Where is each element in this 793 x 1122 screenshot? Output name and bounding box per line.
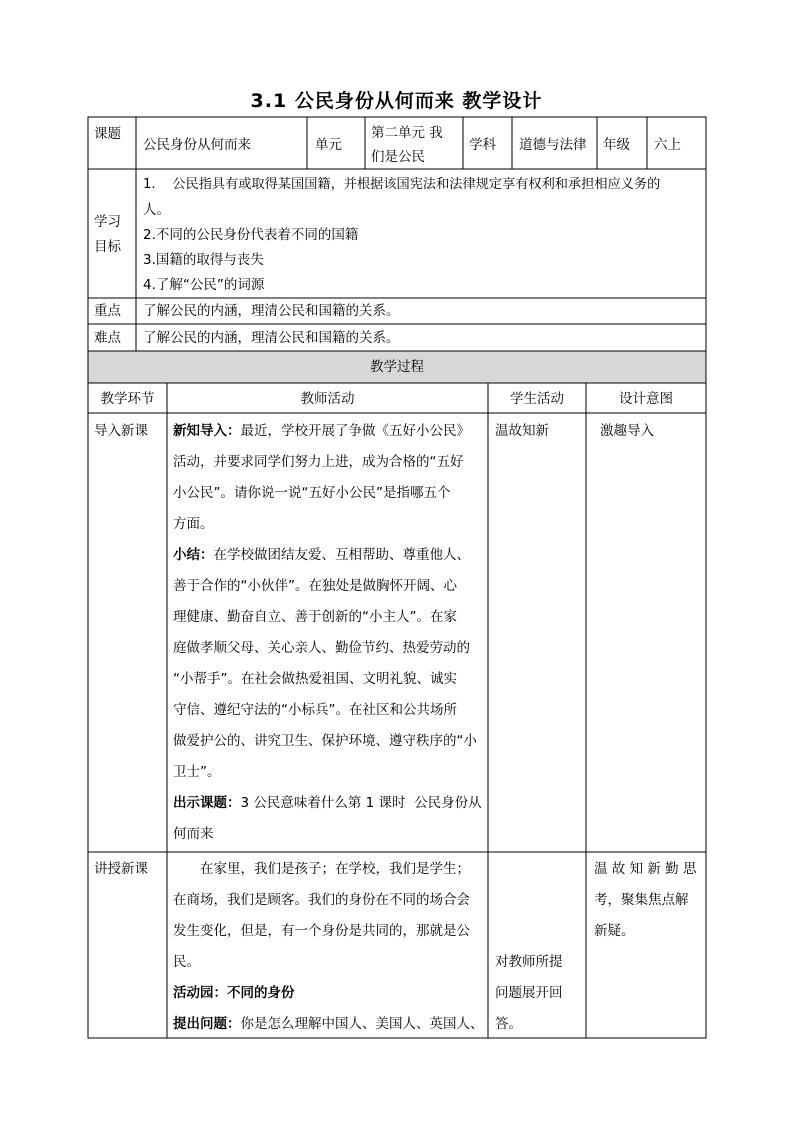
teacher-line-text: 在学校做团结友爱、互相帮助、尊重他人、 bbox=[213, 547, 470, 563]
teacher-line-text: 庭做孝顺父母、关心亲人、勤俭节约、热爱劳动的 bbox=[173, 640, 470, 656]
teacher-line bbox=[173, 819, 214, 850]
objective-1a: 1. 公民指具有或取得某国国籍，并根据该国宪法和法律规定享有权利和承担相应义务的 bbox=[143, 177, 661, 192]
teacher-line bbox=[173, 633, 470, 664]
intent-line: 温 故 知 新 勤 思 bbox=[594, 861, 697, 877]
objective-4: 4.了解“公民”的词源 bbox=[143, 277, 265, 293]
unit-value-line1: 第二单元 我 bbox=[371, 125, 443, 141]
teacher-line bbox=[173, 509, 214, 540]
teacher-line-text: 善于合作的“小伙伴”。在独处是做胸怀开阔、心 bbox=[173, 578, 457, 594]
key-point-label: 重点 bbox=[94, 303, 121, 319]
teacher-line-text: 活动，并要求同学们努力上进，成为合格的“五好 bbox=[173, 454, 464, 470]
student-line: 温故知新 bbox=[495, 423, 549, 439]
process-title: 教学过程 bbox=[370, 359, 424, 375]
unit-label: 单元 bbox=[315, 137, 342, 153]
teacher-line-text: 理健康、勤奋自立、善于创新的“小主人”。在家 bbox=[173, 609, 457, 625]
student-line: 对教师所提 bbox=[495, 954, 563, 970]
teacher-line-text: 小公民”。请你说一说“五好小公民”是指哪五个 bbox=[173, 485, 451, 501]
grade-label: 年级 bbox=[603, 137, 630, 153]
teacher-line-text: 3 公民意味着什么第 1 课时 公民身份从 bbox=[240, 795, 482, 811]
student-line: 答。 bbox=[495, 1016, 522, 1032]
teacher-line-bold: 活动园：不同的身份 bbox=[173, 985, 295, 1001]
key-point-text: 了解公民的内涵，理清公民和国籍的关系。 bbox=[143, 303, 400, 319]
teacher-line-text: 方面。 bbox=[173, 516, 214, 532]
teacher-line-text: 最近，学校开展了争做《五好小公民》 bbox=[240, 423, 470, 439]
teacher-line-text: 守信、遵纪守法的“小标兵”。在社区和公共场所 bbox=[173, 702, 457, 718]
col-header-teacher: 教师活动 bbox=[300, 391, 355, 407]
stage-intro: 导入新课 bbox=[94, 423, 148, 439]
objectives-label-line2: 目标 bbox=[94, 239, 121, 255]
teacher-line bbox=[173, 540, 470, 571]
document-title: 3.1 公民身份从何而来 教学设计 bbox=[250, 90, 543, 112]
teacher-line-bold: 新知导入： bbox=[173, 423, 241, 439]
student-line: 问题展开回 bbox=[495, 985, 563, 1001]
teacher-line bbox=[173, 854, 470, 885]
objective-3: 3.国籍的取得与丧失 bbox=[143, 252, 264, 268]
teacher-line-text: 民。 bbox=[173, 954, 200, 970]
teacher-line bbox=[173, 664, 457, 695]
unit-value-line2: 们是公民 bbox=[371, 149, 425, 165]
difficult-point-label: 难点 bbox=[94, 330, 121, 346]
intent-line: 新疑。 bbox=[594, 923, 635, 939]
objective-1b: 人。 bbox=[143, 202, 170, 218]
col-header-stage: 教学环节 bbox=[100, 391, 155, 407]
teacher-line bbox=[173, 695, 457, 726]
teacher-line bbox=[173, 478, 450, 509]
intent-line: 考，聚集焦点解 bbox=[594, 892, 689, 908]
teacher-line-text: 做爱护公的、讲究卫生、保护环境、遵守秩序的“小 bbox=[173, 733, 477, 749]
teacher-line-text: 在家里，我们是孩子；在学校，我们是学生； bbox=[173, 861, 470, 877]
teacher-line bbox=[173, 978, 295, 1009]
teacher-line-bold: 出示课题： bbox=[173, 795, 241, 811]
teacher-line bbox=[173, 757, 221, 788]
difficult-point-text: 了解公民的内涵，理清公民和国籍的关系。 bbox=[143, 330, 400, 346]
teacher-line bbox=[173, 885, 470, 916]
intent-line: 激趣导入 bbox=[600, 423, 654, 439]
teacher-line bbox=[173, 726, 477, 757]
teacher-line-text: 发生变化，但是，有一个身份是共同的，那就是公 bbox=[173, 923, 470, 939]
teacher-line-text: 何而来 bbox=[173, 826, 214, 842]
teacher-line bbox=[173, 1009, 484, 1040]
teacher-line bbox=[173, 602, 457, 633]
keti-value: 公民身份从何而来 bbox=[143, 137, 251, 153]
grade-value: 六上 bbox=[654, 137, 681, 153]
col-header-student: 学生活动 bbox=[510, 391, 564, 407]
objective-2: 2.不同的公民身份代表着不同的国籍 bbox=[143, 227, 359, 243]
stage-new-lesson: 讲授新课 bbox=[94, 861, 148, 877]
teacher-line-text: 在商场，我们是顾客。我们的身份在不同的场合会 bbox=[173, 892, 470, 908]
teacher-line-bold: 小结： bbox=[173, 547, 214, 563]
teacher-line-text: “小帮手”。在社会做热爱祖国、文明礼貌、诚实 bbox=[173, 671, 457, 687]
teacher-line bbox=[173, 788, 482, 819]
teacher-line-bold: 提出问题： bbox=[173, 1016, 241, 1032]
teacher-line bbox=[173, 571, 457, 602]
objectives-label-line1: 学习 bbox=[94, 214, 121, 230]
teacher-line-text: 你是怎么理解中国人、美国人、英国人、 bbox=[240, 1016, 484, 1032]
subject-label: 学科 bbox=[469, 137, 496, 153]
teacher-line bbox=[173, 916, 470, 947]
teacher-line bbox=[173, 947, 200, 978]
teacher-line bbox=[173, 447, 464, 478]
teacher-line-text: 卫士”。 bbox=[173, 764, 221, 780]
keti-label: 课题 bbox=[94, 126, 121, 142]
teacher-line bbox=[173, 416, 470, 447]
subject-value: 道德与法律 bbox=[519, 137, 587, 153]
col-header-intent: 设计意图 bbox=[619, 391, 673, 407]
